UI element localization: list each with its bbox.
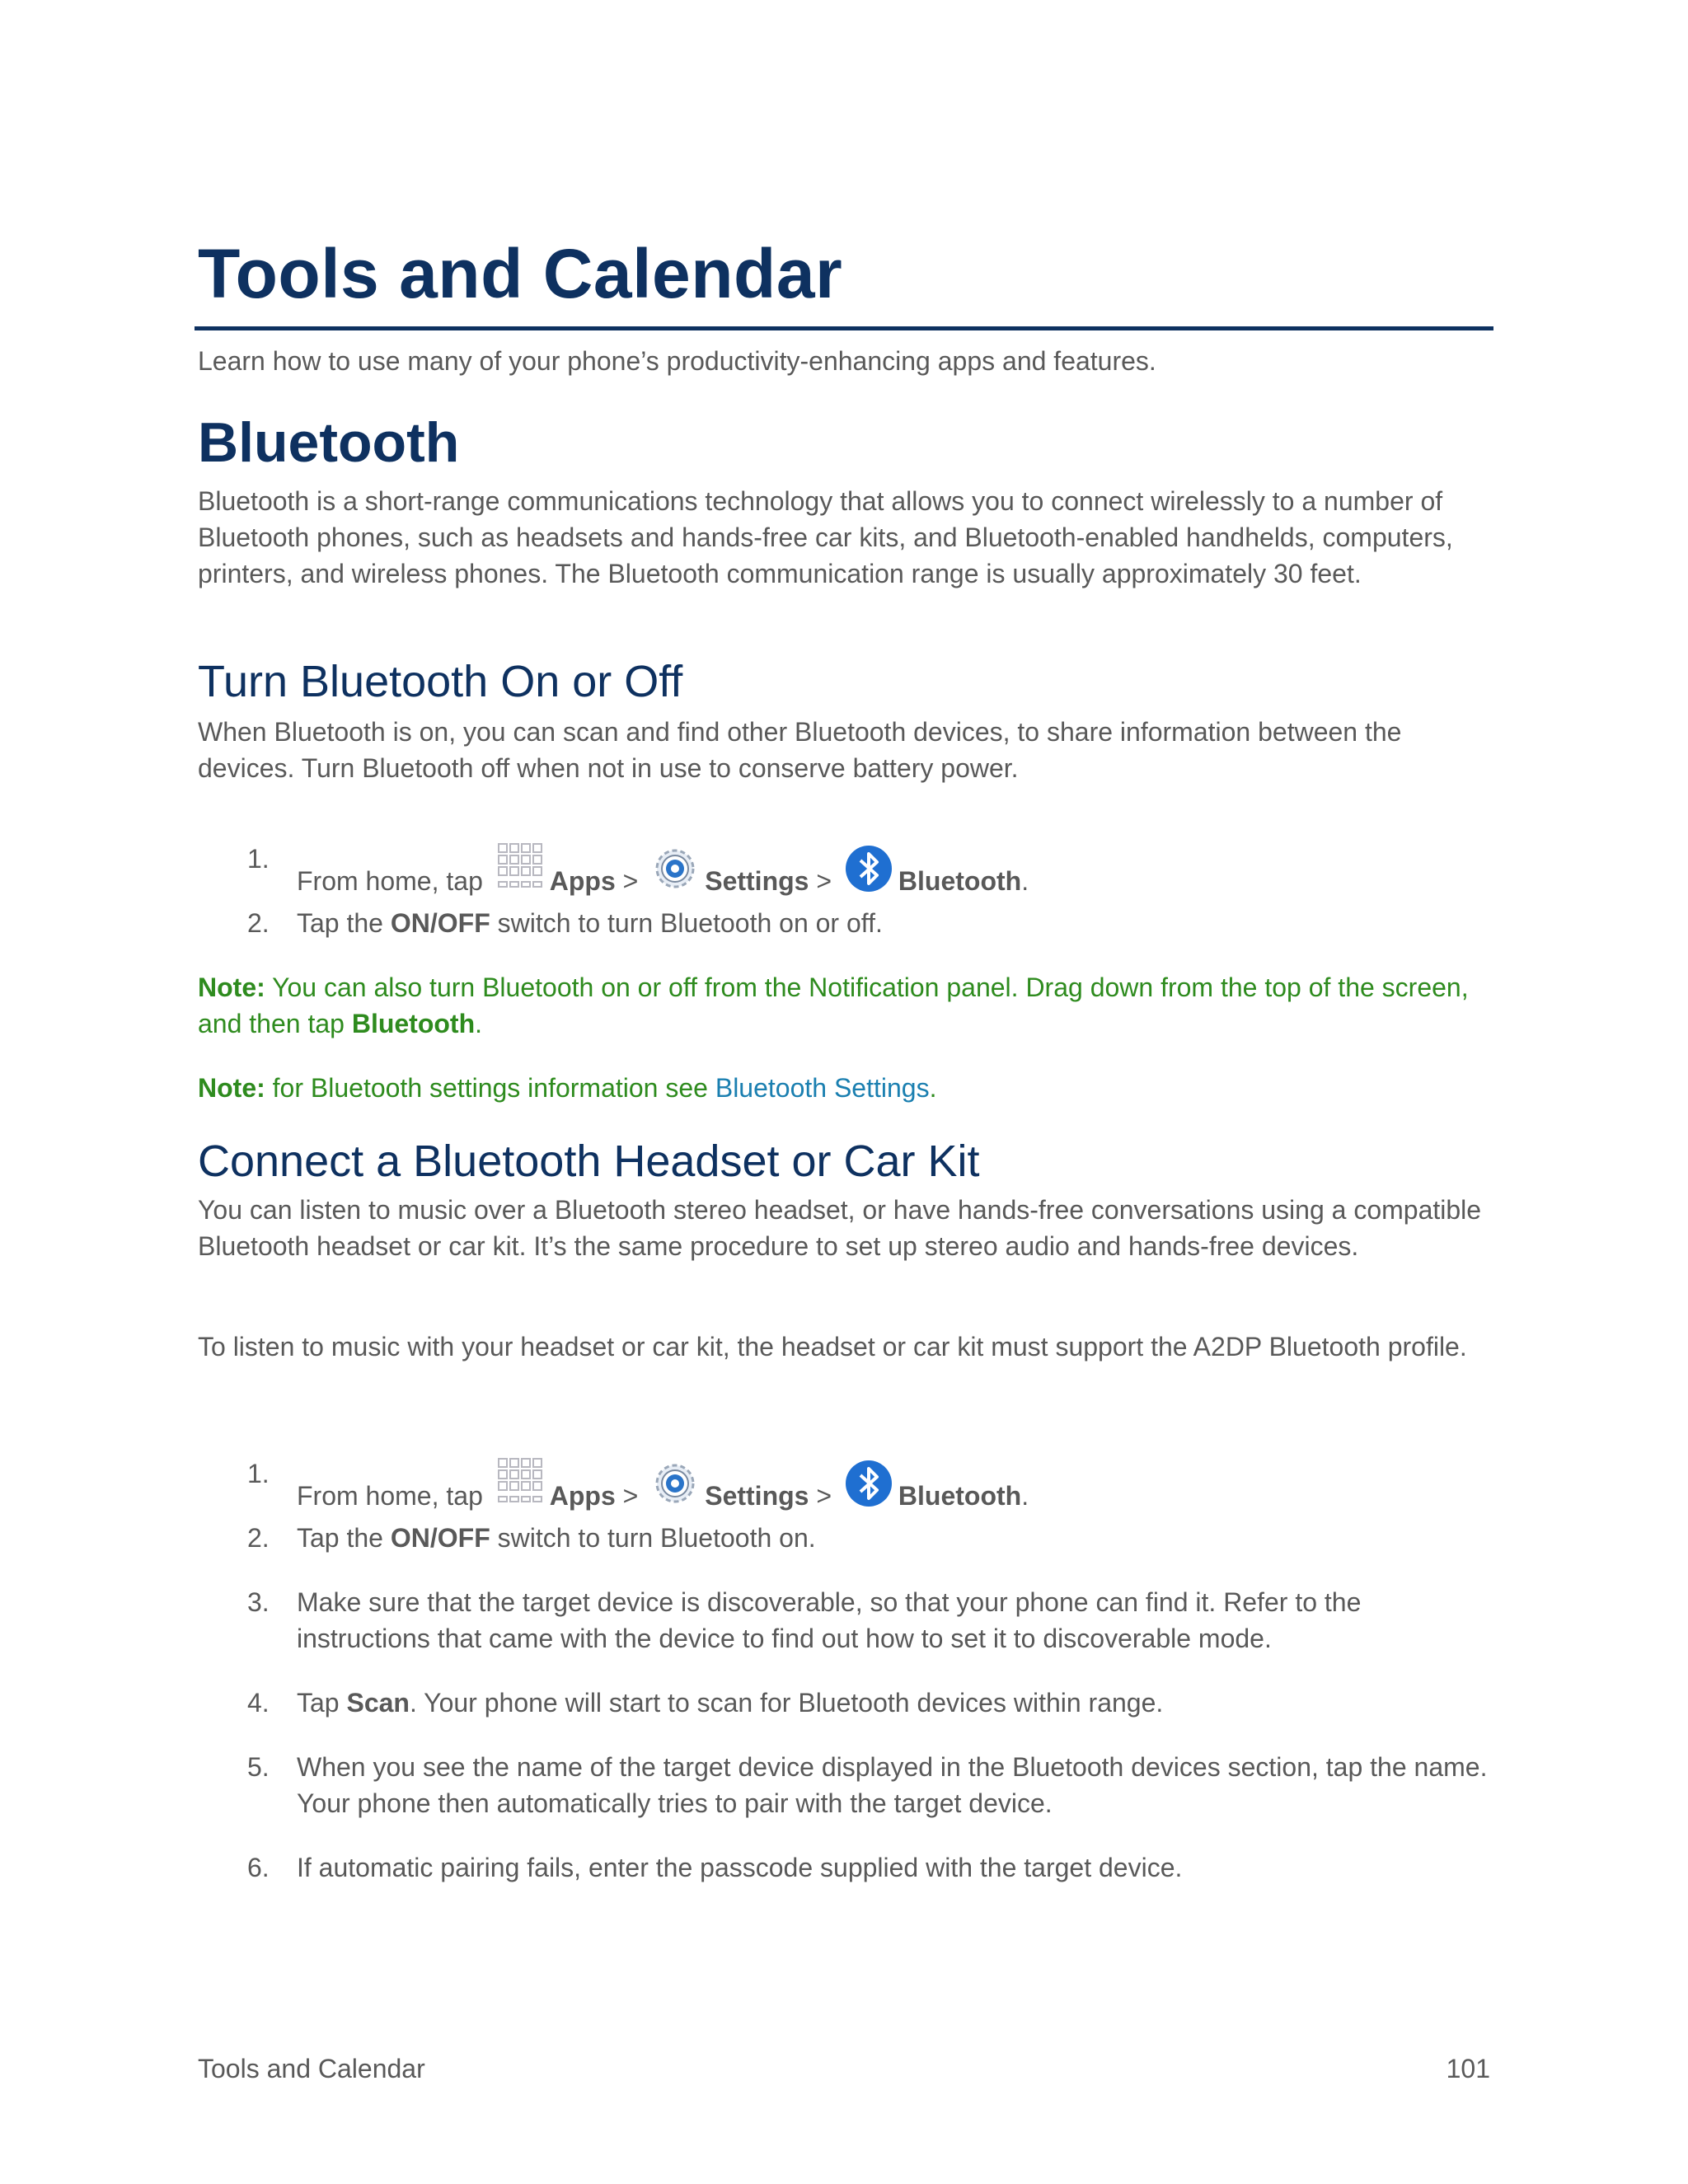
- step-text: [297, 905, 1493, 941]
- apps-grid-icon: [495, 1455, 545, 1517]
- note-text: You can also turn Bluetooth on or off from the Notification panel. Drag down from the top of the screen, and then tap: [198, 972, 1469, 1038]
- period: .: [1021, 1481, 1029, 1511]
- step-number: 6.: [247, 1853, 270, 1882]
- note-settings-reference: [198, 1070, 1493, 1106]
- bluetooth-icon: [844, 844, 893, 902]
- step-text: When you see the name of the target device displayed in the Bluetooth devices section, tap the name. Your phone then automatically tries to pair with the target device.: [297, 1752, 1488, 1818]
- step-number: 2.: [247, 1523, 270, 1553]
- separator: >: [816, 1481, 832, 1511]
- connect-a2dp-description: To listen to music with your headset or car kit, the headset or car kit must support the A2DP Bluetooth profile.: [198, 1332, 1467, 1361]
- step-text-pre: Tap: [297, 1688, 340, 1718]
- bluetooth-label: Bluetooth: [898, 866, 1022, 896]
- step-text: [297, 841, 1493, 902]
- step-text: [297, 1520, 1493, 1556]
- note-notification-panel: [198, 969, 1493, 1042]
- period: .: [929, 1073, 937, 1103]
- bluetooth-description: Bluetooth is a short-range communications technology that allows you to connect wirelessly to a number of Bluetooth phones, such as headsets and hands-free car kits, and Bluetooth-enabled handhelds, computers, printers, and wireless phones. The Bluetooth communication range is usually approximately 30 feet.: [198, 486, 1453, 588]
- connect-heading: Connect a Bluetooth Headset or Car Kit: [198, 1137, 980, 1186]
- step-number: 4.: [247, 1688, 270, 1718]
- step-text-pre: Tap the: [297, 908, 383, 938]
- separator: >: [622, 1481, 639, 1511]
- step-number: 1.: [247, 844, 270, 874]
- apps-grid-icon: [495, 841, 545, 902]
- footer-page-number: 101: [1446, 2054, 1490, 2083]
- settings-label: Settings: [705, 1481, 809, 1511]
- separator: >: [622, 866, 639, 896]
- step-text: Make sure that the target device is discoverable, so that your phone can find it. Refer to the instructions that came with the device to find out how to set it to discoverable mode.: [297, 1587, 1362, 1653]
- chapter-intro: Learn how to use many of your phone’s productivity-enhancing apps and features.: [198, 346, 1156, 376]
- footer-section-title: Tools and Calendar: [198, 2054, 425, 2083]
- settings-gear-icon: [650, 1459, 700, 1517]
- period: .: [1021, 866, 1029, 896]
- step-number: 3.: [247, 1587, 270, 1617]
- step-text: If automatic pairing fails, enter the passcode supplied with the target device.: [297, 1853, 1183, 1882]
- note-bold: Bluetooth: [351, 1009, 476, 1038]
- step-text-post: switch to turn Bluetooth on.: [497, 1523, 816, 1553]
- onoff-label: ON/OFF: [390, 908, 490, 938]
- chapter-divider: [195, 326, 1493, 330]
- step-text-pre: From home, tap: [297, 866, 483, 896]
- bluetooth-label: Bluetooth: [898, 1481, 1022, 1511]
- step-text-pre: From home, tap: [297, 1481, 483, 1511]
- settings-label: Settings: [705, 866, 809, 896]
- apps-label: Apps: [549, 1481, 616, 1511]
- settings-gear-icon: [650, 844, 700, 902]
- bluetooth-settings-link[interactable]: Bluetooth Settings: [715, 1073, 930, 1103]
- turn-on-off-description: When Bluetooth is on, you can scan and find other Bluetooth devices, to share information between the devices. Turn Bluetooth off when not in use to conserve battery power.: [198, 717, 1402, 783]
- step-text-pre: Tap the: [297, 1523, 383, 1553]
- connect-description: You can listen to music over a Bluetooth stereo headset, or have hands-free conversations using a compatible Bluetooth headset or car kit. It’s the same procedure to set up stereo audio and hands-free devices.: [198, 1195, 1482, 1261]
- note-label: Note:: [198, 1073, 265, 1103]
- bluetooth-icon: [844, 1459, 893, 1517]
- turn-on-off-heading: Turn Bluetooth On or Off: [198, 657, 683, 706]
- period: .: [475, 1009, 483, 1038]
- document-page: [198, 0, 1493, 2184]
- step-number: 5.: [247, 1752, 270, 1782]
- note-label: Note:: [198, 972, 265, 1002]
- scan-label: Scan: [346, 1688, 410, 1718]
- separator: >: [816, 866, 832, 896]
- step-number: 1.: [247, 1459, 270, 1488]
- step-text-post: switch to turn Bluetooth on or off.: [497, 908, 883, 938]
- step-text: [297, 1685, 1493, 1721]
- step-text-post: . Your phone will start to scan for Bluetooth devices within range.: [409, 1688, 1164, 1718]
- step-number: 2.: [247, 908, 270, 938]
- apps-label: Apps: [549, 866, 616, 896]
- chapter-title: Tools and Calendar: [198, 235, 843, 312]
- note-text: for Bluetooth settings information see: [272, 1073, 708, 1103]
- bluetooth-heading: Bluetooth: [198, 411, 460, 474]
- step-text: [297, 1455, 1493, 1517]
- onoff-label: ON/OFF: [390, 1523, 490, 1553]
